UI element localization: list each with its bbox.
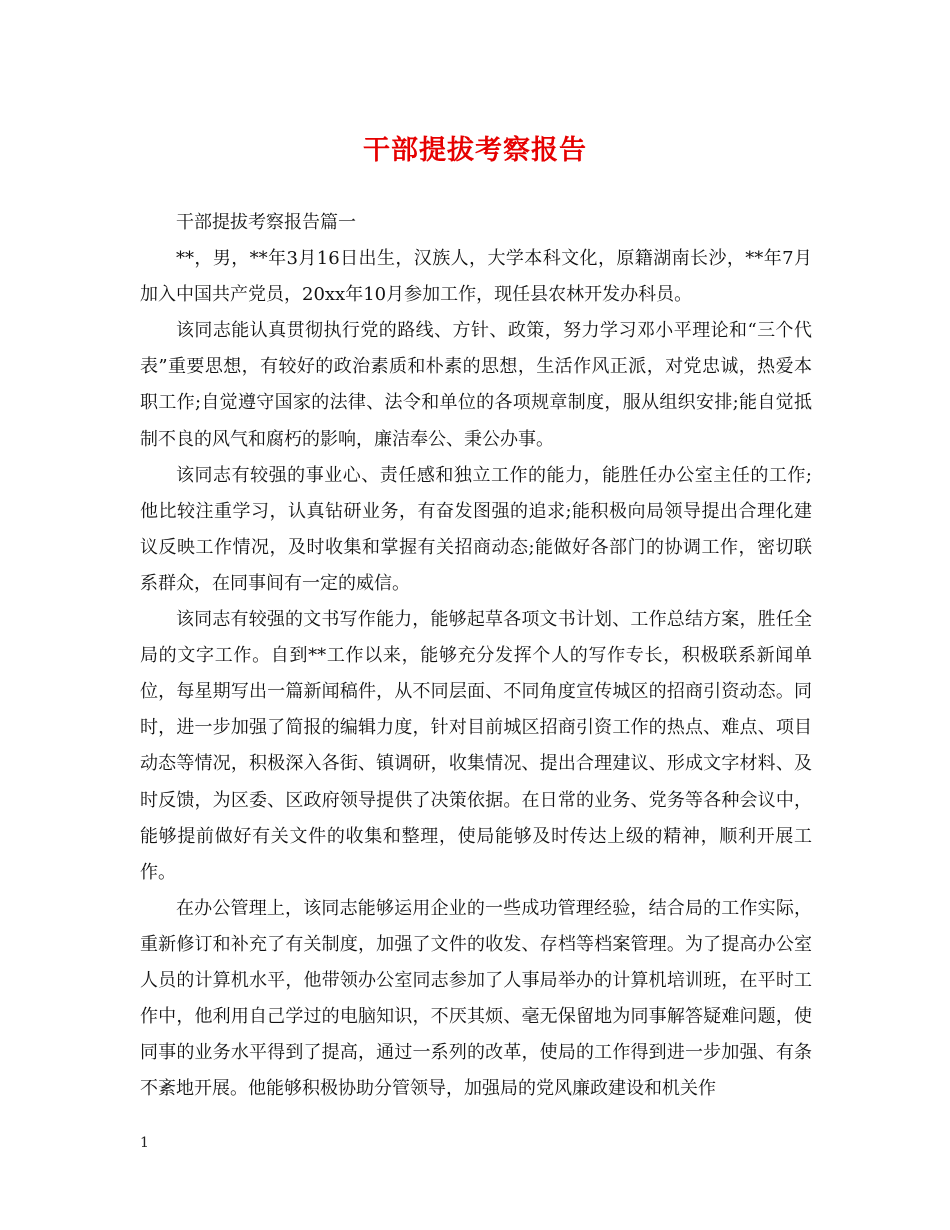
paragraph-political-quality: 该同志能认真贯彻执行党的路线、方针、政策，努力学习邓小平理论和“三个代表”重要思想，有较好的政治素质和朴素的思想，生活作风正派，对党忠诚，热爱本职工作;自觉遵守国家的法律、法令和单位的各项规章制度，服从组织安排;能自觉抵制不良的风气和腐朽的影响，廉洁奉公、秉公办事。 xyxy=(140,320,812,450)
paragraph-writing-ability: 该同志有较强的文书写作能力，能够起草各项文书计划、工作总结方案，胜任全局的文字工作。自到**工作以来，能够充分发挥个人的写作专长，积极联系新闻单位，每星期写出一篇新闻稿件，从不同层面、不同角度宣传城区的招商引资动态。同时，进一步加强了简报的编辑力度，针对目前城区招商引资工作的热点、难点、项目动态等情况，积极深入各街、镇调研，收集情况、提出合理建议、形成文字材料、及时反馈，为区委、区政府领导提供了决策依据。在日常的业务、党务等各种会议中，能够提前做好有关文件的收集和整理，使局能够及时传达上级的精神，顺利开展工作。 xyxy=(140,609,812,883)
page-number: 1 xyxy=(140,1135,149,1151)
paragraph-office-management: 在办公管理上，该同志能够运用企业的一些成功管理经验，结合局的工作实际，重新修订和补充了有关制度，加强了文件的收发、存档等档案管理。为了提高办公室人员的计算机水平，他带领办公室同志参加了人事局举办的计算机培训班，在平时工作中，他利用自己学过的电脑知识，不厌其烦、毫无保留地为同事解答疑难问题，使同事的业务水平得到了提高，通过一系列的改革，使局的工作得到进一步加强、有条不紊地开展。他能够积极协助分管领导，加强局的党风廉政建设和机关作 xyxy=(140,897,812,1100)
paragraph-personal-info: **，男，**年3月16日出生，汉族人，大学本科文化，原籍湖南长沙，**年7月加入中国共产党员，20xx年10月参加工作，现任县农林开发办科员。 xyxy=(140,248,812,306)
paragraph-work-ability: 该同志有较强的事业心、责任感和独立工作的能力，能胜任办公室主任的工作;他比较注重学习，认真钻研业务，有奋发图强的追求;能积极向局领导提出合理化建议反映工作情况，及时收集和掌握有关招商动态;能做好各部门的协调工作，密切联系群众，在同事间有一定的威信。 xyxy=(140,464,812,594)
document-title: 干部提拔考察报告 xyxy=(363,135,587,166)
document-body xyxy=(140,205,812,1107)
section-heading: 干部提拔考察报告篇一 xyxy=(176,212,356,233)
